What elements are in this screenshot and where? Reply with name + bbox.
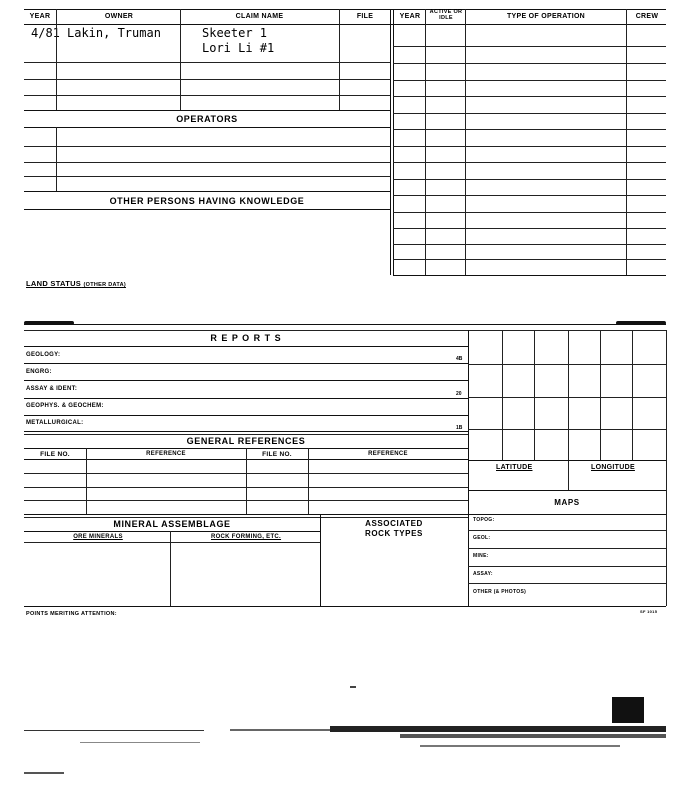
header-file: FILE xyxy=(356,13,374,20)
header-type-operation: TYPE OF OPERATION xyxy=(506,13,586,20)
header-claim-name: CLAIM NAME xyxy=(235,13,284,20)
report-metallurgical: METALLURGICAL: xyxy=(26,420,84,426)
ore-minerals-header: ORE MINERALS xyxy=(73,534,123,540)
header-year: YEAR xyxy=(29,13,51,20)
claim-row-1-owner: Lakin, Truman xyxy=(67,26,161,40)
map-assay: ASSAY: xyxy=(473,571,493,577)
ref-header-reference-1: REFERENCE xyxy=(146,451,186,457)
general-references-title: GENERAL REFERENCES xyxy=(186,436,306,446)
claim-row-2-claim-name: Lori Li #1 xyxy=(202,41,275,55)
report-engrg: ENGRG: xyxy=(26,369,52,375)
header-owner: OWNER xyxy=(104,13,134,20)
ref-header-reference-2: REFERENCE xyxy=(368,451,408,457)
rock-forming-header: ROCK FORMING, ETC. xyxy=(210,534,282,540)
ref-header-file-no-1: FILE NO. xyxy=(40,451,70,458)
form-number: SF 1015 xyxy=(640,609,658,614)
ref-header-file-no-2: FILE NO. xyxy=(262,451,292,458)
claim-row-1-claim-name: Skeeter 1 xyxy=(202,26,268,40)
header-crew: CREW xyxy=(635,13,659,20)
map-mine: MINE: xyxy=(473,553,489,559)
mineral-assemblage-title: MINERAL ASSEMBLAGE xyxy=(113,519,231,529)
maps-title: MAPS xyxy=(554,498,580,507)
associated-rock-types-line1: ASSOCIATED xyxy=(365,519,423,528)
black-square-artifact xyxy=(612,697,644,723)
longitude-label: LONGITUDE xyxy=(591,464,635,471)
latitude-label: LATITUDE xyxy=(496,464,533,471)
report-assay-code: 20 xyxy=(456,391,462,397)
points-meriting-attention: POINTS MERITING ATTENTION: xyxy=(26,611,117,617)
header-ops-year: YEAR xyxy=(399,13,421,20)
report-geology-code: 4B xyxy=(456,356,463,362)
report-assay: ASSAY & IDENT: xyxy=(26,386,78,392)
header-active-idle: ACTIVE OR IDLE xyxy=(429,9,463,21)
report-metallurgical-code: 1B xyxy=(456,425,463,431)
other-persons-title: OTHER PERSONS HAVING KNOWLEDGE xyxy=(109,196,305,206)
report-geophys: GEOPHYS. & GEOCHEM: xyxy=(26,403,104,409)
reports-title: R E P O R T S xyxy=(210,333,282,343)
claim-row-1-year: 4/81 xyxy=(31,26,60,40)
map-geol: GEOL: xyxy=(473,535,491,541)
operators-title: OPERATORS xyxy=(176,114,238,124)
report-geology: GEOLOGY: xyxy=(26,352,61,358)
map-other-photos: OTHER (& PHOTOS) xyxy=(473,589,527,595)
associated-rock-types-line2: ROCK TYPES xyxy=(364,529,423,538)
land-status-label xyxy=(26,279,126,288)
land-status-main: LAND STATUS xyxy=(26,279,82,288)
map-topog: TOPOG: xyxy=(473,517,495,523)
land-status-sub: (OTHER DATA) xyxy=(83,282,126,288)
